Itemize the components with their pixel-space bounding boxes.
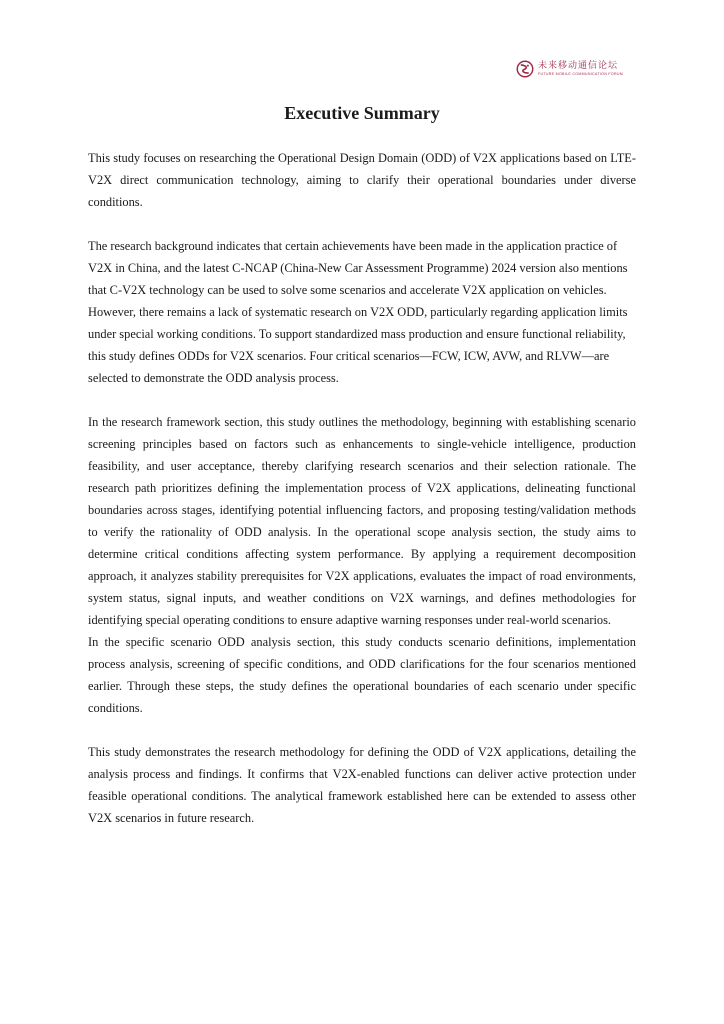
paragraph-conclusion: This study demonstrates the research methodology for defining the ODD of V2X applications, detailing the analysis process and findings. It confirms that V2X-enabled functions can deliver active protection under feasible operational conditions. The analytical framework established here can be extended to assess other V2X scenarios in future research. (88, 745, 636, 825)
forum-logo-icon (516, 60, 534, 78)
paragraph-intro: This study focuses on researching the Operational Design Domain (ODD) of V2X applications based on LTE-V2X direct communication technology, aiming to clarify their operational boundaries under diverse conditions. (88, 151, 636, 209)
page-title: Executive Summary (284, 103, 440, 123)
summary-body (88, 147, 636, 829)
forum-logo (516, 60, 623, 78)
paragraph-background: The research background indicates that certain achievements have been made in the application practice of V2X in China, and the latest C-NCAP (China-New Car Assessment Programme) 2024 version also mentions that C-V2X technology can be used to solve some scenarios and accelerate V2X application on vehicles. However, there remains a lack of systematic research on V2X ODD, particularly regarding application limits under special working conditions. To support standardized mass production and ensure functional reliability, this study defines ODDs for V2X scenarios. Four critical scenarios—FCW, ICW, AVW, and RLVW—are selected to demonstrate the ODD analysis process. (88, 239, 628, 385)
logo-chinese-text: 未来移动通信论坛 (538, 60, 619, 71)
paragraph-framework: In the research framework section, this study outlines the methodology, beginning with establishing scenario screening principles based on factors such as enhancements to single-vehicle intelligence, production feasibility, and user acceptance, thereby clarifying research scenarios and their selection rationale. The research path prioritizes defining the implementation process of V2X applications, delineating functional boundaries across stages, identifying potential influencing factors, and proposing testing/validation methods to verify the rationality of ODD analysis. In the operational scope analysis section, the study aims to determine critical conditions affecting system performance. By applying a requirement decomposition approach, it analyzes stability prerequisites for V2X applications, evaluates the impact of road environments, system status, signal inputs, and weather conditions on V2X warnings, and defines methodologies for identifying special operating conditions to ensure adaptive warning responses under real-world scenarios. (88, 415, 636, 627)
paragraph-scenario-analysis: In the specific scenario ODD analysis section, this study conducts scenario definitions, implementation process analysis, screening of specific conditions, and ODD clarifications for the four scenarios mentioned earlier. Through these steps, the study defines the operational boundaries of each scenario under specific conditions. (88, 635, 636, 715)
logo-english-text: FUTURE MOBILE COMMUNICATION FORUM (538, 71, 624, 76)
